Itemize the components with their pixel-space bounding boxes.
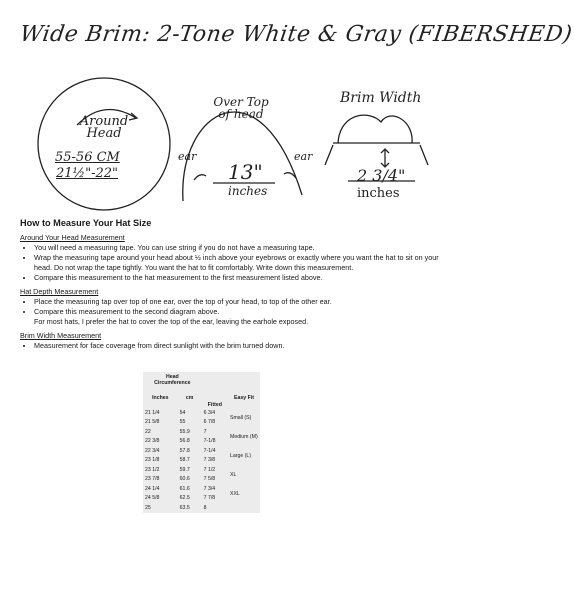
list-item: • You will need a measuring tape. You can use string if you do not have a measuring tape. [34,243,450,253]
left-ear-mark [194,175,206,180]
hat-depth-list [20,297,450,317]
brim-right [420,145,428,165]
over-top-label: Over Top of head [213,95,269,121]
list-item: • Place the measuring tap over top of one ear, over the top of your head, to top of the other ear. [34,297,450,307]
table-caption: Head Circumference [154,374,191,386]
hat-depth-title: Hat Depth Measurement [20,287,99,296]
table-row: 21 1/4 54 6 3/4 Small (S) [143,408,260,418]
table-row: 22 3/8 56.8 7-1/8 [145,438,216,445]
hat-depth-note: For most hats, I prefer the hat to cover the top of the ear, leaving the earhole exposed. [34,317,309,326]
around-head-list [20,243,450,283]
left-ear-label: ear [178,150,197,163]
list-item: • Compare this measurement to the second diagram above. [34,307,450,317]
col-cm: cm [185,395,194,401]
table-row: 24 1/4 61.6 7 3/4 XXL [143,484,260,494]
table-row: 21 5/8 55 6 7/8 [145,419,216,426]
fit-small: Small (S) [230,414,252,421]
col-fitted: Fitted [207,402,222,408]
list-item: • Measurement for face coverage from direct sunlight with the brim turned down. [34,341,450,351]
size-table [143,372,260,513]
table-row: 23 7/8 60.6 7 5/8 [145,476,216,483]
around-head-title: Around Your Head Measurement [20,233,125,242]
table-row: 22 3/4 57.8 7-1/4 Large (L) [143,446,260,456]
list-item: • Wrap the measuring tape around your head about ½ inch above your eyebrows or exactly where you want the hat to sit on your head. Do not wrap the tape tightly. You want the hat to fit comfortably. Write down this measurement. [34,253,450,273]
section-heading: How to Measure Your Hat Size [20,218,152,228]
brim-width-value: 2 3/4" [357,166,406,185]
right-ear-label: ear [294,150,313,163]
col-easy-fit: Easy Fit [234,395,254,401]
around-head-circle [38,78,170,210]
table-row: 25 63.5 8 [145,504,207,511]
fit-xl: XL [230,471,237,478]
over-top-unit: inches [228,184,268,198]
brim-width-label: Brim Width [340,90,422,106]
table-row: 23 1/8 58.7 7 3/8 [145,457,216,464]
fit-medium: Medium (M) [230,433,258,440]
table-row: 22 55.9 7 Medium (M) [143,427,260,437]
list-item: • Compare this measurement to the hat measurement to the first measurement listed above. [34,273,450,283]
brim-width-list [20,341,450,351]
page-title: Wide Brim: 2-Tone White & Gray (FIBERSHED) [18,22,574,47]
brim-width-unit: inches [357,186,400,201]
around-head-cm: 55-56 CM [55,150,120,165]
brim-left [325,145,333,165]
instructions [20,218,450,351]
hat-crown [338,115,412,143]
brim-width-title: Brim Width Measurement [20,331,102,340]
table-row: 23 1/2 59.7 7 1/2 XL [143,465,260,475]
table-row: 24 5/8 62.5 7 7/8 [145,495,216,502]
over-top-value: 13" [228,160,263,184]
col-inches: Inches [152,395,169,401]
around-head-inches: 21½"-22" [56,166,119,181]
fit-xxl: XXL [230,490,240,497]
around-head-label: Around Head [79,114,129,141]
fit-large: Large (L) [230,452,252,459]
